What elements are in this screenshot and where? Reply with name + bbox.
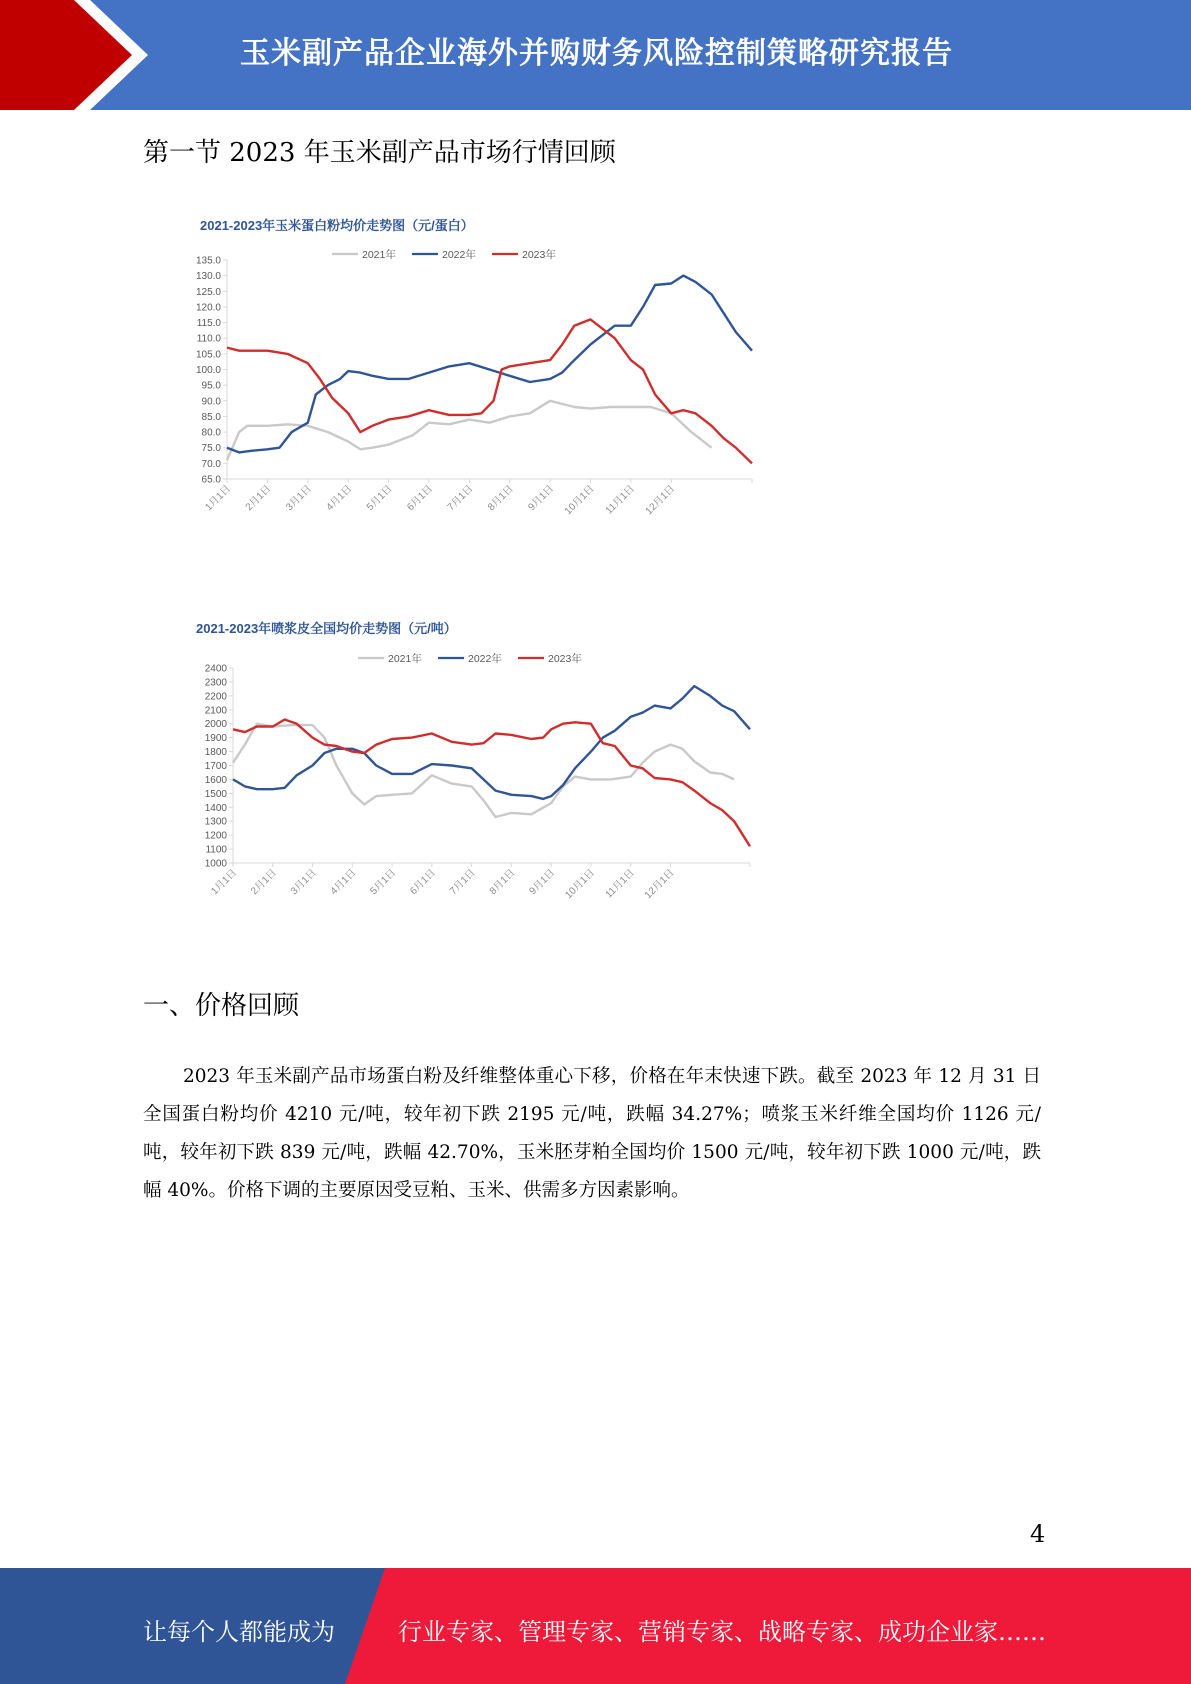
series-line-2023年 xyxy=(227,319,752,463)
y-tick-label: 1100 xyxy=(205,844,227,856)
x-tick-label: 11月1日 xyxy=(603,483,637,517)
legend-label: 2023年 xyxy=(548,653,582,665)
x-tick-label: 4月1日 xyxy=(324,483,355,514)
x-tick-label: 8月1日 xyxy=(486,483,516,514)
body-paragraph: 2023 年玉米副产品市场蛋白粉及纤维整体重心下移，价格在年末快速下跌。截至 2023 年 12 月 31 日全国蛋白粉均价 4210 元/吨，较年初下跌 2195 元/吨，跌幅 34.27%；喷浆玉米纤维全国均价 1126 元/吨，较年初下跌 839 元/吨，跌幅 42.70%，玉米胚芽粕全国均价 1500 元/吨，较年初下跌 1000 元/吨，跌幅 40%。价格下调的主要原因受豆粕、玉米、供需多方因素影响。 xyxy=(143,1066,1041,1201)
y-tick-label: 1500 xyxy=(204,788,227,800)
y-tick-label: 1700 xyxy=(204,761,227,772)
series-line-2022年 xyxy=(233,686,750,799)
x-tick-label: 4月1日 xyxy=(328,867,359,898)
x-tick-label: 1月1日 xyxy=(203,483,234,514)
x-tick-label: 10月1日 xyxy=(562,483,597,518)
y-tick-label: 80.0 xyxy=(201,427,221,439)
y-tick-label: 2300 xyxy=(204,677,227,689)
y-tick-label: 1000 xyxy=(204,858,227,870)
y-tick-label: 2400 xyxy=(204,663,227,675)
x-tick-label: 5月1日 xyxy=(368,867,399,898)
y-tick-label: 1900 xyxy=(204,733,227,745)
x-tick-label: 6月1日 xyxy=(408,867,438,898)
x-tick-label: 6月1日 xyxy=(405,483,436,514)
legend-label: 2022年 xyxy=(442,249,476,261)
x-tick-label: 9月1日 xyxy=(526,483,557,514)
x-tick-label: 12月1日 xyxy=(643,483,678,518)
legend-label: 2021年 xyxy=(362,249,396,261)
y-tick-label: 90.0 xyxy=(201,396,221,408)
section-title: 第一节 2023 年玉米副产品市场行情回顾 xyxy=(143,138,616,168)
page-header xyxy=(0,0,1191,110)
x-tick-label: 11月1日 xyxy=(603,867,637,901)
y-tick-label: 135.0 xyxy=(195,255,221,267)
legend-label: 2021年 xyxy=(388,653,422,665)
series-line-2021年 xyxy=(233,724,734,817)
page-footer xyxy=(0,1568,1191,1684)
y-tick-label: 85.0 xyxy=(201,411,221,423)
y-tick-label: 1800 xyxy=(204,747,227,759)
chart-svg xyxy=(190,208,770,548)
y-tick-label: 130.0 xyxy=(195,271,221,283)
chart-title: 2021-2023年玉米蛋白粉均价走势图（元/蛋白） xyxy=(200,218,474,233)
x-tick-label: 3月1日 xyxy=(284,483,314,514)
y-tick-label: 100.0 xyxy=(195,365,221,376)
x-tick-label: 8月1日 xyxy=(487,867,518,898)
y-tick-label: 1600 xyxy=(204,774,227,786)
legend-label: 2022年 xyxy=(468,653,502,665)
y-tick-label: 1300 xyxy=(204,816,227,828)
series-line-2023年 xyxy=(233,720,750,847)
subsection-title: 一、价格回顾 xyxy=(143,991,300,1021)
x-tick-label: 2月1日 xyxy=(249,867,279,898)
y-tick-label: 75.0 xyxy=(201,443,221,455)
x-tick-label: 3月1日 xyxy=(288,867,319,898)
x-tick-label: 1月1日 xyxy=(209,867,240,898)
x-tick-label: 2月1日 xyxy=(243,483,274,514)
footer-slogan-right: 行业专家、管理专家、营销专家、战略专家、成功企业家…… xyxy=(398,1618,1046,1646)
y-tick-label: 105.0 xyxy=(195,349,221,361)
y-tick-label: 65.0 xyxy=(201,474,221,486)
chart-title: 2021-2023年喷浆皮全国均价走势图（元/吨） xyxy=(196,621,457,636)
x-tick-label: 7月1日 xyxy=(445,483,476,514)
y-tick-label: 70.0 xyxy=(201,458,221,470)
y-tick-label: 125.0 xyxy=(195,286,221,298)
x-tick-label: 7月1日 xyxy=(447,867,478,898)
page-number: 4 xyxy=(1030,1520,1046,1548)
y-tick-label: 110.0 xyxy=(196,333,221,345)
header-title: 玉米副产品企业海外并购财务风险控制策略研究报告 xyxy=(240,36,953,71)
y-tick-label: 2000 xyxy=(204,719,227,731)
series-line-2021年 xyxy=(227,401,712,460)
x-tick-label: 10月1日 xyxy=(563,867,598,902)
legend-label: 2023年 xyxy=(522,249,556,261)
y-tick-label: 115.0 xyxy=(196,318,221,330)
y-tick-label: 120.0 xyxy=(195,302,221,314)
y-tick-label: 1200 xyxy=(204,830,227,842)
header-arrow-decoration xyxy=(0,0,170,110)
x-tick-label: 9月1日 xyxy=(527,867,558,898)
y-tick-label: 95.0 xyxy=(201,380,221,392)
chart-svg xyxy=(190,612,770,932)
x-tick-label: 12月1日 xyxy=(642,867,677,902)
corn-fiber-price-chart xyxy=(190,612,770,936)
x-tick-label: 5月1日 xyxy=(364,483,395,514)
y-tick-label: 2100 xyxy=(204,705,227,717)
y-tick-label: 2200 xyxy=(204,691,227,703)
footer-slogan-left: 让每个人都能成为 xyxy=(143,1618,335,1646)
corn-protein-price-chart xyxy=(190,208,770,552)
y-tick-label: 1400 xyxy=(204,802,227,814)
